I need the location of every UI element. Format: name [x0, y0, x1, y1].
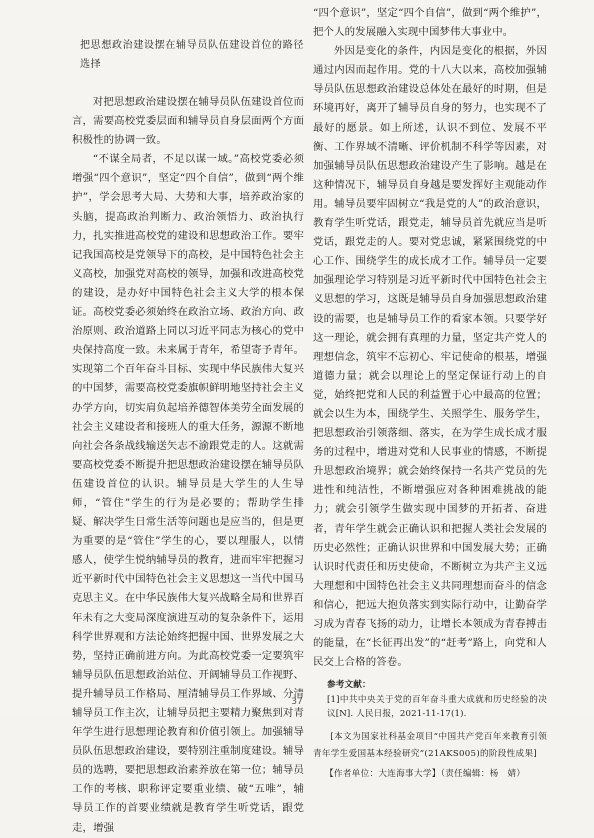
right-column [313, 4, 547, 782]
page-number: 37 [291, 697, 303, 707]
references-title: 参考文献： [327, 680, 371, 691]
body-paragraph: 对把思想政治建设摆在辅导员队伍建设首位而言，需要高校党委层面和辅导员自身层面两个方面积极性的协调一致。 [72, 96, 304, 147]
body-paragraph: “四个意识”，坚定“四个自信”，做到“两个维护”，把个人的发展融入实现中国梦伟大事业中。 [313, 7, 547, 39]
reference-item: [1]中共中央关于党的百年奋斗重大成就和历史经验的决议[N]. 人民日报，2021-11-17(1). [327, 695, 547, 719]
body-paragraph: “不谋全局者，不足以谋一域。”高校党委必须增强“四个意识”，坚定“四个自信”，做到“两个维护”，学会思考大局、大势和大事，培养政治家的头脑，提高政治判断力、政治领悟力、政治执行力，扎实推进高校党的建设和思想政治工作。要牢记我国高校是党领导下的高校，是中国特色社会主义高校，加强党对高校的领导，加强和改进高校党的建设，是办好中国特色社会主义大学的根本保证。高校党委必须始终在政治立场、政治方向、政治原则、政治道路上同以习近平同志为核心的党中央保持高度一致。未来属于青年，希望寄予青年。实现第二个百年奋斗目标、实现中华民族伟大复兴的中国梦，需要高校党委旗帜鲜明地坚持社会主义办学方向，切实肩负起培养德智体美劳全面发展的社会主义建设者和接班人的重大任务，源源不断地向社会各条战线输送矢志不渝跟党走的人。这就需要高校党委不断提升把思想政治建设摆在辅导员队伍建设首位的认识。辅导员是大学生的人生导师，“管住”学生的行为是必要的；帮助学生排疑、解决学生日常生活等问题也是应当的，但是更为重要的是“管住”学生的心，要以理服人，以情感人，使学生悦纳辅导员的教育，进而牢牢把握习近平新时代中国特色社会主义思想这一当代中国马克思主义。在中华民族伟大复兴战略全局和世界百年未有之大变局深度演进互动的复杂条件下，运用科学世界观和方法论始终把握中国、世界发展之大势，坚持正确前进方向。为此高校党委一定要筑牢辅导员队伍思想政治站位、开阔辅导员工作视野、提升辅导员工作格局、厘清辅导员工作界域、分清辅导员工作主次，让辅导员把主要精力聚焦到对青年学生进行思想理论教育和价值引领上。加强辅导员队伍思想政治建设，要特别注重制度建设。辅导员的选聘，要把思想政治素养放在第一位；辅导员工作的考核、职称评定要重业绩、破“五唯”，辅导员工作的首要业绩就是教育学生听党话，跟党走，增强 [72, 153, 304, 834]
right-column-body [313, 4, 547, 672]
left-column [72, 36, 304, 838]
fund-note: [本文为国家社科基金项目“中国共产党百年来教育引领青年学生爱国基本经验研究”(21AKS005)的阶段性成果] [313, 732, 547, 759]
section-heading: 把思想政治建设摆在辅导员队伍建设首位的路径选择 [80, 40, 304, 70]
author-affiliation: 【作者单位：大连海事大学】（责任编辑：杨 婧） [325, 769, 526, 780]
left-column-body [72, 93, 304, 838]
body-paragraph: 外因是变化的条件，内因是变化的根据，外因通过内因而起作用。党的十八大以来，高校加强辅导员队伍思想政治建设总体处在最好的时期，但是环境再好，离开了辅导员自身的努力，也实现不了最好的愿景。如上所述，认识不到位、发展不平衡、工作界域不清晰、评价机制不科学等因素，对加强辅导员队伍思想政治建设产生了影响。越是在这种情况下，辅导员自身越是要发挥好主观能动作用。辅导员要牢固树立“我是党的人”的政治意识，教育学生听党话，跟党走，辅导员首先就应当是听党话，跟党走的人。要对党忠诚，紧紧围绕党的中心工作、围绕学生的成长成才工作。辅导员一定要加强理论学习特别是习近平新时代中国特色社会主义思想的学习，这既是辅导员自身加强思想政治建设的需要，也是辅导员工作的看家本领。只要学好这一理论，就会拥有真理的力量，坚定共产党人的理想信念，筑牢不忘初心、牢记使命的根基，增强道德力量；就会以理论上的坚定保证行动上的自觉，始终把党和人民的利益置于心中最高的位置；就会以生为本，围绕学生、关照学生、服务学生，把思想政治引领落细、落实，在为学生成长成才服务的过程中，增进对党和人民事业的情感，不断提升思想政治境界；就会始终保持一名共产党员的先进性和纯洁性，不断增强应对各种困难挑战的能力；就会引领学生做实现中国梦的开拓者、奋进者，青年学生就会正确认识和把握人类社会发展的历史必然性；正确认识世界和中国发展大势；正确认识时代责任和历史使命，不断树立为共产主义远大理想和中国特色社会主义共同理想而奋斗的信念和信心，把远大抱负落实到实际行动中，让勤奋学习成为青春飞扬的动力，让增长本领成为青春搏击的能量，在“长征再出发”的“赶考”路上，向党和人民交上合格的答卷。 [313, 45, 547, 669]
